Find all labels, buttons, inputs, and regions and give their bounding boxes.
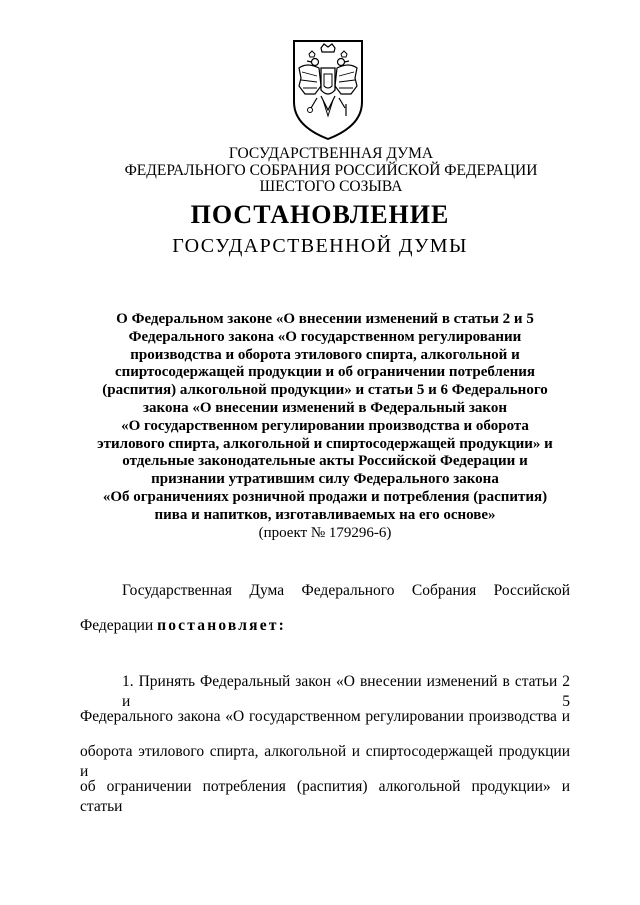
document-type-subtitle: ГОСУДАРСТВЕННОЙ ДУМЫ [172, 235, 468, 257]
title-line: пива и напитков, изготавливаемых на его основе» [154, 506, 496, 523]
title-line: (распития) алкогольной продукции» и статьи 5 и 6 Федерального [102, 382, 548, 399]
paragraph-1-line: Федерального закона «О государственном регулировании производства и [80, 708, 570, 725]
paragraph-1-line: оборота этилового спирта, алкогольной и спиртосодержащей продукции и [80, 743, 570, 780]
resolution-verb: постановляет: [157, 617, 286, 634]
preamble-line-2 [80, 616, 570, 636]
paragraph-1-line: об ограничении потребления (распития) алкогольной продукции» и статьи [80, 778, 570, 815]
document-type-title: ПОСТАНОВЛЕНИЕ [190, 200, 450, 229]
document-title [90, 311, 560, 542]
header-line-3: ШЕСТОГО СОЗЫВА [259, 178, 403, 195]
preamble-line-1: Государственная Дума Федерального Собрания Российской [122, 582, 570, 599]
title-line: О Федеральном законе «О внесении изменений в статьи 2 и 5 [116, 311, 534, 327]
title-line: Федерального закона «О государственном регулировании [128, 328, 522, 345]
issuing-authority-header [0, 146, 640, 196]
title-line: закона «О внесении изменений в Федеральный закон [143, 399, 507, 416]
title-line: производства и оборота этилового спирта, алкогольной и [130, 346, 520, 363]
title-line: спиртосодержащей продукции и об ограничении потребления [114, 364, 536, 381]
title-line: отдельные законодательные акты Российской Федерации и [122, 453, 528, 470]
title-line: этилового спирта, алкогольной и спиртосодержащей продукции» и [97, 435, 553, 452]
project-number: (проект № 179296-6) [258, 524, 392, 541]
paragraph-1-line: 1. Принять Федеральный закон «О внесении изменений в статьи 2 и 5 [122, 673, 570, 710]
coat-of-arms-emblem [291, 38, 365, 142]
header-line-2: ФЕДЕРАЛЬНОГО СОБРАНИЯ РОССИЙСКОЙ ФЕДЕРАЦИИ [124, 161, 538, 179]
title-line: «О государственном регулировании производства и оборота [121, 417, 529, 434]
header-line-1: ГОСУДАРСТВЕННАЯ ДУМА [228, 145, 434, 162]
title-line: «Об ограничениях розничной продажи и потребления (распития) [102, 488, 548, 505]
preamble-subject: Федерации [80, 617, 154, 634]
title-line: признании утратившим силу Федерального закона [151, 471, 499, 488]
